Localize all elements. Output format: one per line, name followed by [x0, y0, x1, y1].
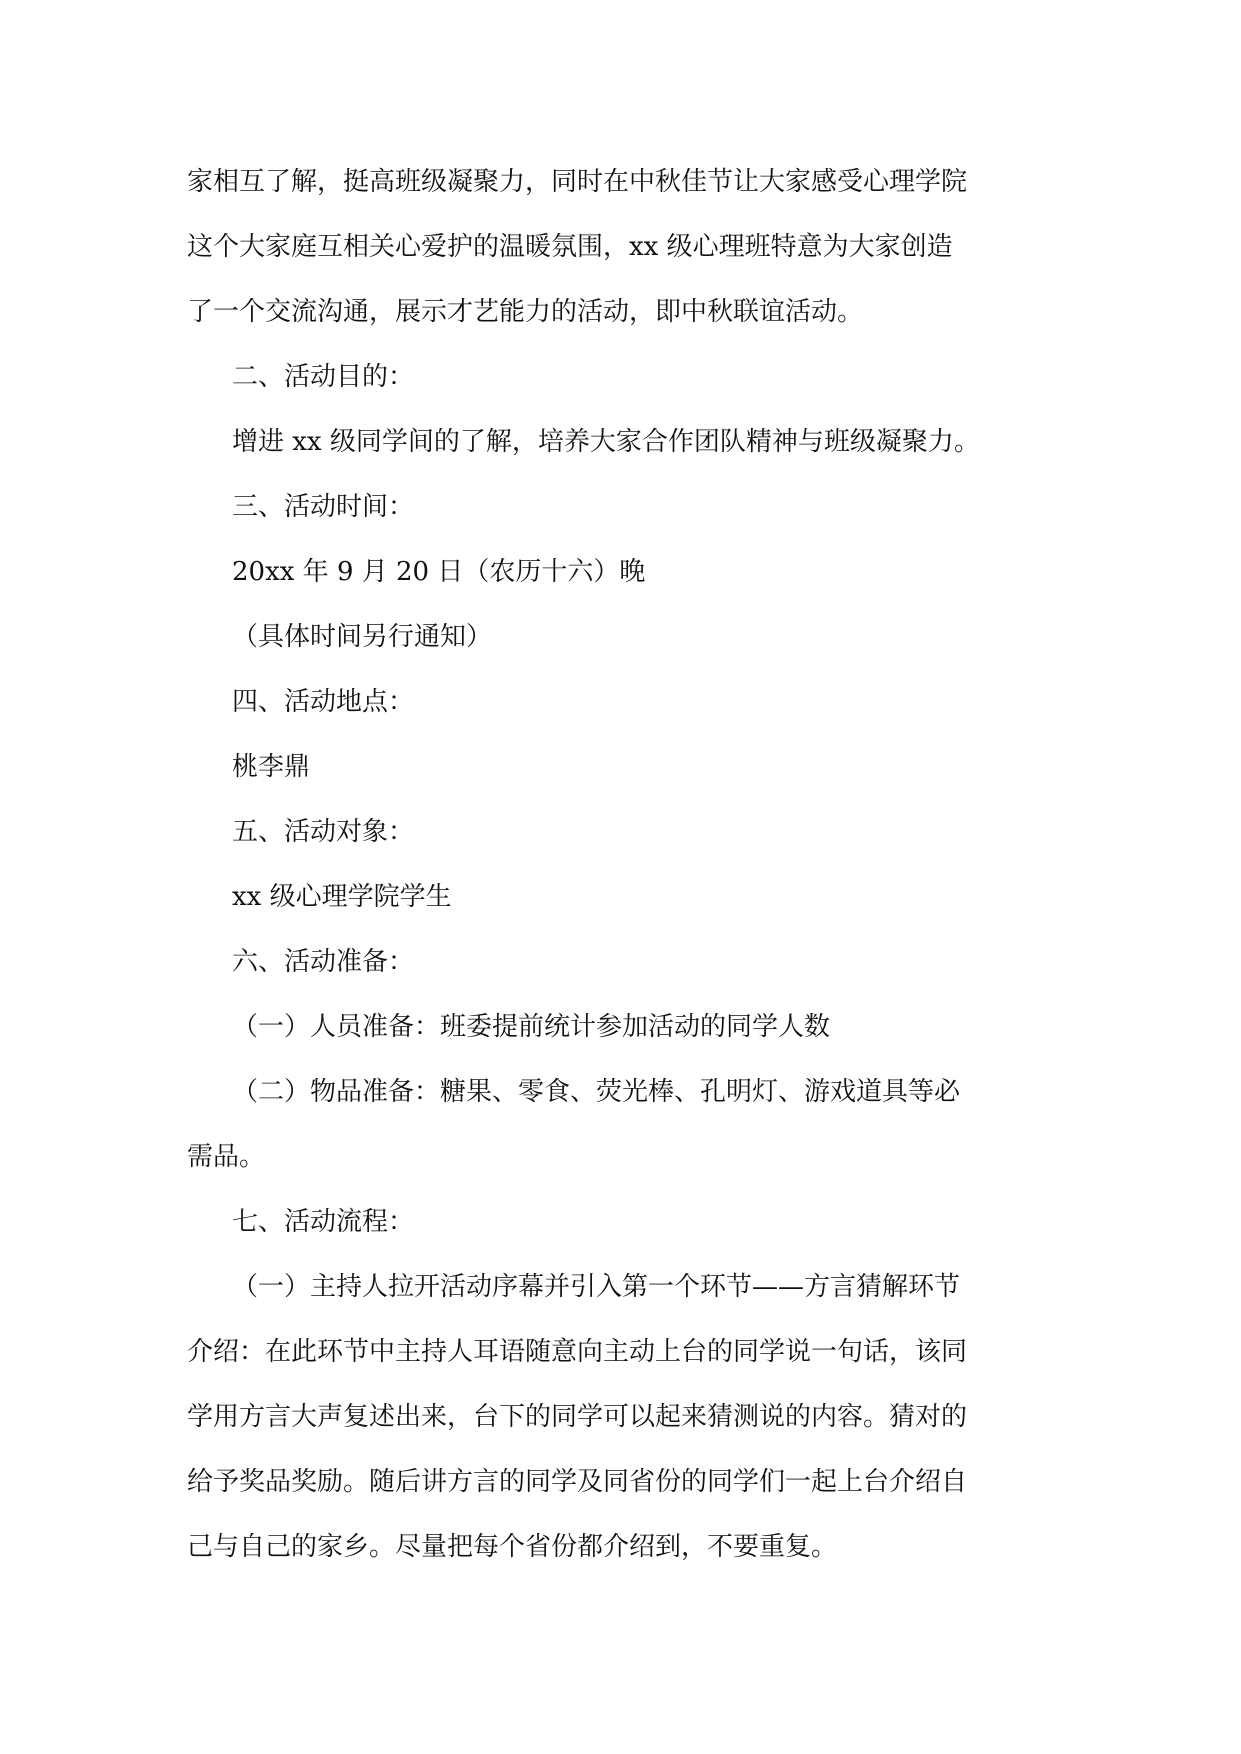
body-line: （一）主持人拉开活动序幕并引入第一个环节——方言猜解环节	[232, 1272, 961, 1302]
body-line: （一）人员准备：班委提前统计参加活动的同学人数	[232, 1012, 831, 1042]
section-heading: 六、活动准备：	[232, 947, 415, 977]
body-line: 这个大家庭互相关心爱护的温暖氛围，xx 级心理班特意为大家创造	[187, 232, 953, 262]
body-line: 介绍：在此环节中主持人耳语随意向主动上台的同学说一句话，该同	[187, 1337, 968, 1367]
section-heading: 三、活动时间：	[232, 492, 415, 522]
body-line: 20xx 年 9 月 20 日（农历十六）晚	[232, 557, 646, 587]
body-line: （二）物品准备：糖果、零食、荧光棒、孔明灯、游戏道具等必	[232, 1077, 961, 1107]
body-line: 给予奖品奖励。随后讲方言的同学及同省份的同学们一起上台介绍自	[187, 1467, 968, 1497]
body-line: xx 级心理学院学生	[232, 882, 452, 912]
section-heading: 四、活动地点：	[232, 687, 415, 717]
body-line: 家相互了解，挺高班级凝聚力，同时在中秋佳节让大家感受心理学院	[187, 167, 968, 197]
section-heading: 五、活动对象：	[232, 817, 415, 847]
body-line: （具体时间另行通知）	[232, 622, 493, 652]
body-line: 桃李鼎	[232, 752, 311, 782]
body-line: 了一个交流沟通，展示才艺能力的活动，即中秋联谊活动。	[187, 297, 864, 327]
body-line: 增进 xx 级同学间的了解，培养大家合作团队精神与班级凝聚力。	[232, 427, 980, 457]
body-line: 需品。	[187, 1142, 266, 1172]
body-line: 己与自己的家乡。尽量把每个省份都介绍到，不要重复。	[187, 1532, 838, 1562]
body-line: 学用方言大声复述出来，台下的同学可以起来猜测说的内容。猜对的	[187, 1402, 968, 1432]
section-heading: 七、活动流程：	[232, 1207, 415, 1237]
section-heading: 二、活动目的：	[232, 362, 415, 392]
